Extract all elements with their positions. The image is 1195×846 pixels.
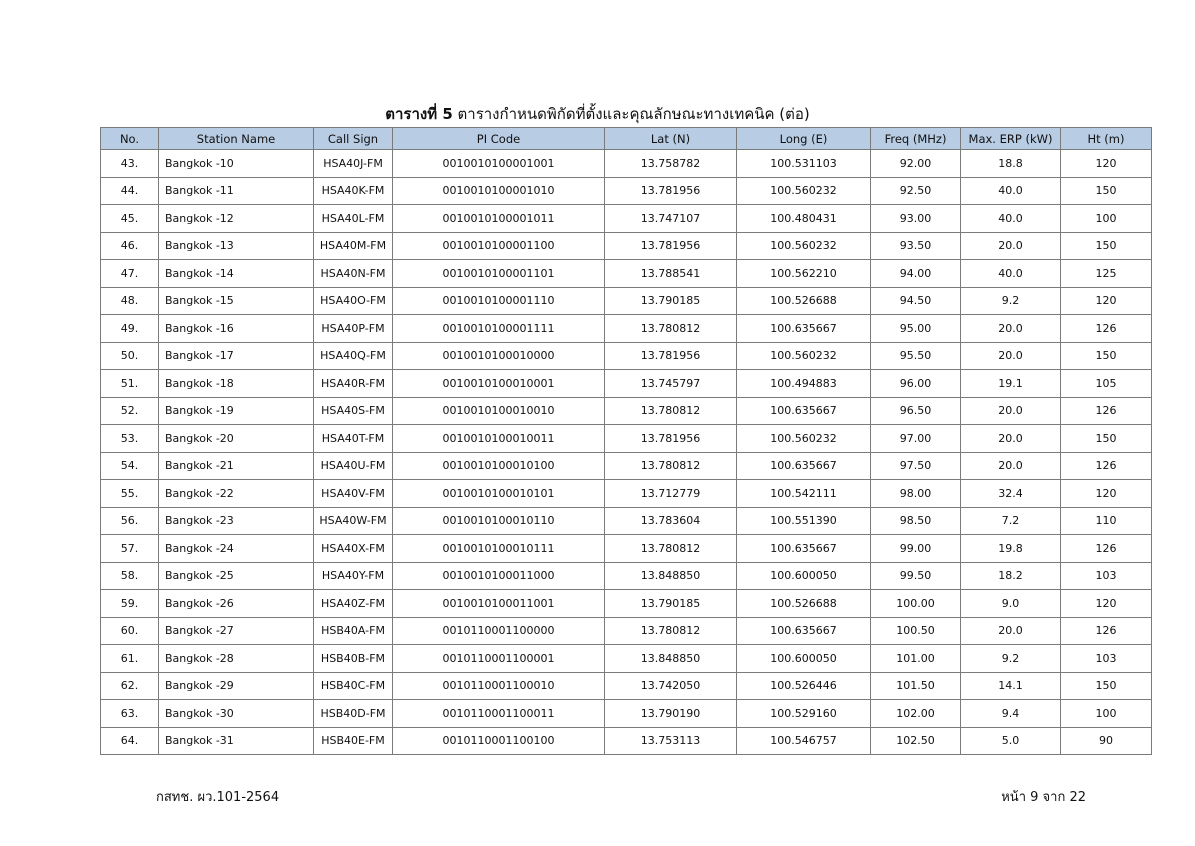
table-row (101, 370, 1152, 398)
table-row (101, 397, 1152, 425)
cell-pi-code: 0010010100011000 (393, 562, 605, 590)
cell-long: 100.546757 (737, 727, 871, 755)
cell-pi-code: 0010110001100001 (393, 645, 605, 673)
cell-station-name: Bangkok -19 (159, 397, 314, 425)
cell-no: 59. (101, 590, 159, 618)
cell-station-name: Bangkok -24 (159, 535, 314, 563)
cell-call-sign: HSA40P-FM (314, 315, 393, 343)
cell-pi-code: 0010010100001101 (393, 260, 605, 288)
cell-no: 49. (101, 315, 159, 343)
cell-max-erp: 18.2 (961, 562, 1061, 590)
cell-pi-code: 0010010100011001 (393, 590, 605, 618)
cell-lat: 13.781956 (605, 342, 737, 370)
cell-max-erp: 7.2 (961, 507, 1061, 535)
cell-call-sign: HSA40K-FM (314, 177, 393, 205)
cell-no: 44. (101, 177, 159, 205)
cell-freq: 98.50 (871, 507, 961, 535)
cell-long: 100.635667 (737, 452, 871, 480)
table-row (101, 425, 1152, 453)
cell-pi-code: 0010010100010010 (393, 397, 605, 425)
cell-station-name: Bangkok -12 (159, 205, 314, 233)
cell-max-erp: 14.1 (961, 672, 1061, 700)
cell-max-erp: 40.0 (961, 177, 1061, 205)
cell-height: 90 (1061, 727, 1152, 755)
cell-pi-code: 0010010100010100 (393, 452, 605, 480)
col-header-no: No. (101, 128, 159, 150)
cell-call-sign: HSB40D-FM (314, 700, 393, 728)
cell-no: 58. (101, 562, 159, 590)
cell-no: 46. (101, 232, 159, 260)
cell-lat: 13.780812 (605, 452, 737, 480)
cell-max-erp: 5.0 (961, 727, 1061, 755)
table-row (101, 645, 1152, 673)
cell-height: 100 (1061, 205, 1152, 233)
cell-freq: 92.50 (871, 177, 961, 205)
cell-call-sign: HSB40C-FM (314, 672, 393, 700)
cell-long: 100.560232 (737, 425, 871, 453)
table-row (101, 452, 1152, 480)
cell-pi-code: 0010010100001111 (393, 315, 605, 343)
cell-freq: 102.00 (871, 700, 961, 728)
cell-no: 43. (101, 150, 159, 178)
cell-call-sign: HSA40O-FM (314, 287, 393, 315)
cell-call-sign: HSA40Q-FM (314, 342, 393, 370)
cell-max-erp: 9.0 (961, 590, 1061, 618)
cell-freq: 99.00 (871, 535, 961, 563)
cell-pi-code: 0010010100001100 (393, 232, 605, 260)
table-row (101, 205, 1152, 233)
cell-freq: 96.00 (871, 370, 961, 398)
cell-max-erp: 20.0 (961, 315, 1061, 343)
cell-max-erp: 19.8 (961, 535, 1061, 563)
table-row (101, 617, 1152, 645)
cell-call-sign: HSB40E-FM (314, 727, 393, 755)
cell-max-erp: 20.0 (961, 425, 1061, 453)
cell-lat: 13.783604 (605, 507, 737, 535)
cell-lat: 13.753113 (605, 727, 737, 755)
cell-freq: 94.50 (871, 287, 961, 315)
table-body (101, 150, 1152, 755)
col-header-freq: Freq (MHz) (871, 128, 961, 150)
cell-lat: 13.781956 (605, 425, 737, 453)
col-header-lat: Lat (N) (605, 128, 737, 150)
cell-no: 60. (101, 617, 159, 645)
cell-long: 100.635667 (737, 535, 871, 563)
cell-station-name: Bangkok -21 (159, 452, 314, 480)
cell-no: 50. (101, 342, 159, 370)
cell-max-erp: 20.0 (961, 452, 1061, 480)
cell-max-erp: 32.4 (961, 480, 1061, 508)
cell-freq: 93.00 (871, 205, 961, 233)
cell-station-name: Bangkok -29 (159, 672, 314, 700)
cell-freq: 95.00 (871, 315, 961, 343)
cell-height: 126 (1061, 315, 1152, 343)
cell-lat: 13.848850 (605, 645, 737, 673)
page-number: หน้า 9 จาก 22 (1001, 790, 1086, 805)
cell-max-erp: 20.0 (961, 617, 1061, 645)
cell-height: 126 (1061, 397, 1152, 425)
cell-no: 48. (101, 287, 159, 315)
cell-lat: 13.848850 (605, 562, 737, 590)
cell-long: 100.494883 (737, 370, 871, 398)
cell-pi-code: 0010110001100100 (393, 727, 605, 755)
cell-no: 63. (101, 700, 159, 728)
cell-height: 100 (1061, 700, 1152, 728)
col-header-max-erp: Max. ERP (kW) (961, 128, 1061, 150)
col-header-long: Long (E) (737, 128, 871, 150)
table-row (101, 287, 1152, 315)
table-row (101, 507, 1152, 535)
cell-max-erp: 20.0 (961, 232, 1061, 260)
cell-long: 100.635667 (737, 397, 871, 425)
cell-long: 100.480431 (737, 205, 871, 233)
cell-call-sign: HSA40N-FM (314, 260, 393, 288)
cell-freq: 101.50 (871, 672, 961, 700)
cell-station-name: Bangkok -25 (159, 562, 314, 590)
cell-long: 100.560232 (737, 232, 871, 260)
cell-long: 100.560232 (737, 177, 871, 205)
table-row (101, 150, 1152, 178)
cell-no: 55. (101, 480, 159, 508)
cell-max-erp: 20.0 (961, 397, 1061, 425)
cell-lat: 13.790190 (605, 700, 737, 728)
cell-pi-code: 0010010100010011 (393, 425, 605, 453)
cell-height: 150 (1061, 342, 1152, 370)
cell-station-name: Bangkok -15 (159, 287, 314, 315)
cell-call-sign: HSA40X-FM (314, 535, 393, 563)
cell-long: 100.526688 (737, 590, 871, 618)
cell-pi-code: 0010010100010001 (393, 370, 605, 398)
cell-lat: 13.747107 (605, 205, 737, 233)
cell-call-sign: HSA40V-FM (314, 480, 393, 508)
table-row (101, 342, 1152, 370)
document-reference: กสทช. ผว.101-2564 (156, 790, 280, 805)
cell-station-name: Bangkok -26 (159, 590, 314, 618)
cell-long: 100.531103 (737, 150, 871, 178)
cell-pi-code: 0010010100010000 (393, 342, 605, 370)
cell-no: 62. (101, 672, 159, 700)
cell-max-erp: 40.0 (961, 205, 1061, 233)
cell-no: 53. (101, 425, 159, 453)
cell-pi-code: 0010010100001011 (393, 205, 605, 233)
cell-height: 126 (1061, 535, 1152, 563)
table-row (101, 535, 1152, 563)
cell-station-name: Bangkok -14 (159, 260, 314, 288)
cell-freq: 93.50 (871, 232, 961, 260)
cell-long: 100.560232 (737, 342, 871, 370)
cell-height: 120 (1061, 480, 1152, 508)
cell-freq: 102.50 (871, 727, 961, 755)
cell-pi-code: 0010110001100010 (393, 672, 605, 700)
cell-height: 103 (1061, 562, 1152, 590)
cell-lat: 13.780812 (605, 397, 737, 425)
cell-long: 100.635667 (737, 315, 871, 343)
cell-call-sign: HSA40J-FM (314, 150, 393, 178)
col-header-station-name: Station Name (159, 128, 314, 150)
cell-no: 51. (101, 370, 159, 398)
cell-max-erp: 40.0 (961, 260, 1061, 288)
cell-no: 64. (101, 727, 159, 755)
cell-no: 57. (101, 535, 159, 563)
cell-station-name: Bangkok -13 (159, 232, 314, 260)
table-row (101, 232, 1152, 260)
cell-station-name: Bangkok -17 (159, 342, 314, 370)
cell-pi-code: 0010110001100011 (393, 700, 605, 728)
cell-no: 52. (101, 397, 159, 425)
cell-lat: 13.758782 (605, 150, 737, 178)
cell-pi-code: 0010010100010101 (393, 480, 605, 508)
table-row (101, 700, 1152, 728)
cell-call-sign: HSB40B-FM (314, 645, 393, 673)
cell-freq: 101.00 (871, 645, 961, 673)
cell-freq: 98.00 (871, 480, 961, 508)
cell-freq: 96.50 (871, 397, 961, 425)
cell-freq: 100.50 (871, 617, 961, 645)
table-caption-number: ตารางที่ 5 (385, 105, 453, 123)
cell-freq: 100.00 (871, 590, 961, 618)
cell-height: 120 (1061, 590, 1152, 618)
cell-pi-code: 0010010100010111 (393, 535, 605, 563)
cell-height: 150 (1061, 177, 1152, 205)
cell-long: 100.542111 (737, 480, 871, 508)
cell-height: 150 (1061, 232, 1152, 260)
cell-lat: 13.790185 (605, 590, 737, 618)
cell-call-sign: HSA40Z-FM (314, 590, 393, 618)
cell-lat: 13.780812 (605, 315, 737, 343)
cell-max-erp: 19.1 (961, 370, 1061, 398)
cell-call-sign: HSA40L-FM (314, 205, 393, 233)
cell-max-erp: 18.8 (961, 150, 1061, 178)
cell-call-sign: HSA40U-FM (314, 452, 393, 480)
cell-station-name: Bangkok -18 (159, 370, 314, 398)
cell-no: 61. (101, 645, 159, 673)
cell-lat: 13.780812 (605, 617, 737, 645)
table-row (101, 590, 1152, 618)
cell-call-sign: HSA40M-FM (314, 232, 393, 260)
cell-pi-code: 0010010100010110 (393, 507, 605, 535)
cell-station-name: Bangkok -27 (159, 617, 314, 645)
cell-pi-code: 0010010100001110 (393, 287, 605, 315)
cell-height: 125 (1061, 260, 1152, 288)
cell-lat: 13.781956 (605, 177, 737, 205)
cell-long: 100.600050 (737, 562, 871, 590)
cell-long: 100.562210 (737, 260, 871, 288)
cell-lat: 13.790185 (605, 287, 737, 315)
table-row (101, 480, 1152, 508)
station-table (100, 127, 1152, 755)
cell-height: 150 (1061, 425, 1152, 453)
cell-long: 100.526688 (737, 287, 871, 315)
cell-freq: 92.00 (871, 150, 961, 178)
cell-call-sign: HSB40A-FM (314, 617, 393, 645)
cell-lat: 13.780812 (605, 535, 737, 563)
cell-height: 110 (1061, 507, 1152, 535)
cell-station-name: Bangkok -30 (159, 700, 314, 728)
cell-lat: 13.742050 (605, 672, 737, 700)
table-row (101, 727, 1152, 755)
cell-station-name: Bangkok -28 (159, 645, 314, 673)
cell-pi-code: 0010010100001010 (393, 177, 605, 205)
table-header-row (101, 128, 1152, 150)
cell-station-name: Bangkok -11 (159, 177, 314, 205)
cell-height: 126 (1061, 452, 1152, 480)
table-row (101, 562, 1152, 590)
table-row (101, 672, 1152, 700)
cell-height: 120 (1061, 287, 1152, 315)
cell-call-sign: HSA40R-FM (314, 370, 393, 398)
cell-call-sign: HSA40W-FM (314, 507, 393, 535)
cell-height: 103 (1061, 645, 1152, 673)
cell-max-erp: 9.4 (961, 700, 1061, 728)
table-row (101, 315, 1152, 343)
cell-station-name: Bangkok -10 (159, 150, 314, 178)
col-header-pi-code: PI Code (393, 128, 605, 150)
cell-pi-code: 0010010100001001 (393, 150, 605, 178)
cell-height: 120 (1061, 150, 1152, 178)
cell-call-sign: HSA40Y-FM (314, 562, 393, 590)
cell-long: 100.635667 (737, 617, 871, 645)
cell-freq: 97.50 (871, 452, 961, 480)
cell-no: 56. (101, 507, 159, 535)
cell-long: 100.600050 (737, 645, 871, 673)
cell-call-sign: HSA40S-FM (314, 397, 393, 425)
cell-station-name: Bangkok -31 (159, 727, 314, 755)
cell-lat: 13.788541 (605, 260, 737, 288)
cell-lat: 13.745797 (605, 370, 737, 398)
col-header-height: Ht (m) (1061, 128, 1152, 150)
cell-pi-code: 0010110001100000 (393, 617, 605, 645)
cell-long: 100.529160 (737, 700, 871, 728)
cell-height: 150 (1061, 672, 1152, 700)
table-caption (0, 104, 1195, 124)
cell-height: 105 (1061, 370, 1152, 398)
cell-freq: 94.00 (871, 260, 961, 288)
cell-freq: 99.50 (871, 562, 961, 590)
cell-station-name: Bangkok -16 (159, 315, 314, 343)
table-caption-text: ตารางกำหนดพิกัดที่ตั้งและคุณลักษณะทางเทคนิค (ต่อ) (452, 105, 810, 123)
cell-max-erp: 20.0 (961, 342, 1061, 370)
cell-lat: 13.781956 (605, 232, 737, 260)
cell-max-erp: 9.2 (961, 645, 1061, 673)
cell-lat: 13.712779 (605, 480, 737, 508)
cell-no: 47. (101, 260, 159, 288)
table-row (101, 260, 1152, 288)
cell-long: 100.526446 (737, 672, 871, 700)
cell-max-erp: 9.2 (961, 287, 1061, 315)
cell-height: 126 (1061, 617, 1152, 645)
cell-freq: 95.50 (871, 342, 961, 370)
cell-station-name: Bangkok -20 (159, 425, 314, 453)
cell-station-name: Bangkok -22 (159, 480, 314, 508)
table-row (101, 177, 1152, 205)
cell-call-sign: HSA40T-FM (314, 425, 393, 453)
cell-no: 54. (101, 452, 159, 480)
cell-station-name: Bangkok -23 (159, 507, 314, 535)
cell-long: 100.551390 (737, 507, 871, 535)
cell-freq: 97.00 (871, 425, 961, 453)
col-header-call-sign: Call Sign (314, 128, 393, 150)
cell-no: 45. (101, 205, 159, 233)
